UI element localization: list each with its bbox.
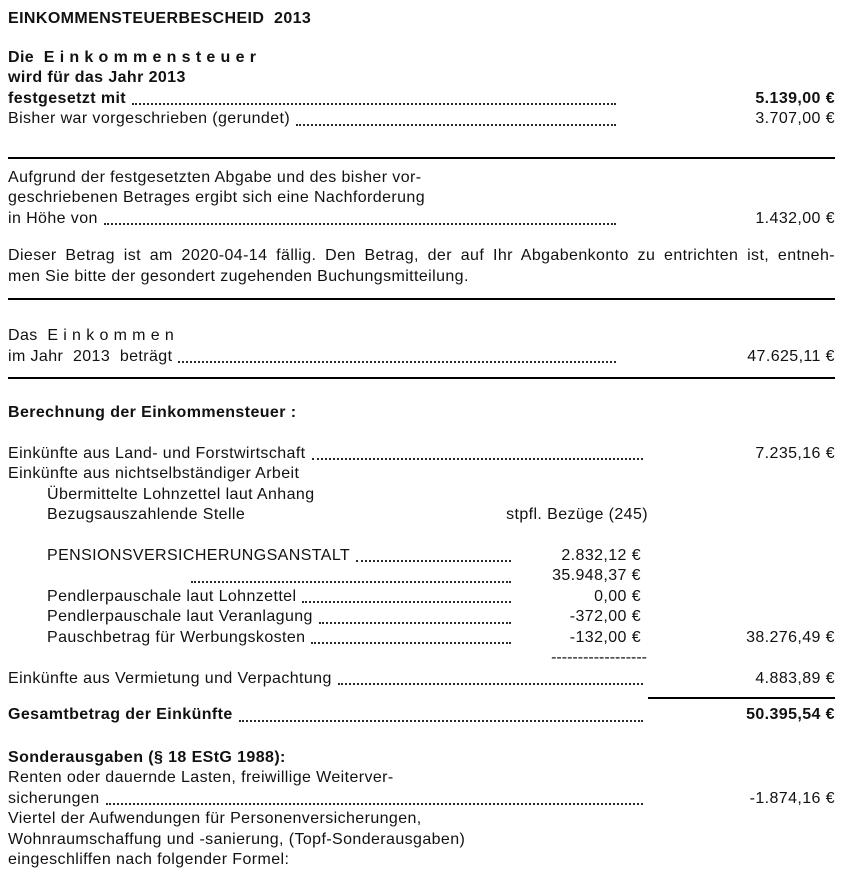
nachforderung-amount-row <box>8 209 835 230</box>
pendler-veranlagung-amount: -372,00 € <box>569 608 641 625</box>
pva-label: PENSIONSVERSICHERUNGSANSTALT <box>47 546 351 564</box>
income-year-label: im Jahr 2013 beträgt <box>8 347 173 365</box>
gesamtbetrag-row <box>8 705 835 726</box>
berechnung-heading: Berechnung der Einkommensteuer : <box>8 404 297 421</box>
dot-leader <box>239 720 643 722</box>
due-date-line2: men Sie bitte der gesondert zugehenden Buchungsmitteilung. <box>8 267 469 285</box>
pva-row <box>47 546 835 567</box>
pendler-lohnzettel-amount: 0,00 € <box>594 587 641 605</box>
pauschbetrag-row <box>47 628 835 649</box>
dot-leader <box>338 683 643 685</box>
festsetzung-line2: wird für das Jahr 2013 <box>8 69 186 86</box>
dot-leader <box>191 581 511 583</box>
viertel-line: Viertel der Aufwendungen für Personenversicherungen, <box>8 810 422 827</box>
renten-line: Renten oder dauernde Lasten, freiwillige Weiterver- <box>8 769 394 786</box>
document-title: EINKOMMENSTEUERBESCHEID 2013 <box>8 10 312 27</box>
pauschbetrag-amount: -132,00 € <box>569 628 641 646</box>
nachforderung-section <box>8 168 835 288</box>
wohnraum-line: Wohnraumschaffung und -sanierung, (Topf-Sonderausgaben) <box>8 830 466 848</box>
dot-leader <box>319 622 511 624</box>
income-year-amount: 47.625,11 € <box>747 347 835 365</box>
sicherungen-row <box>8 789 835 810</box>
sonderausgaben-section <box>8 748 835 871</box>
vermietung-label: Einkünfte aus Vermietung und Verpachtung <box>8 669 332 687</box>
bezugsstelle-row <box>47 505 835 526</box>
gesamtbetrag-amount: 50.395,54 € <box>746 706 835 723</box>
separator-rule <box>8 377 835 379</box>
dot-leader <box>356 560 511 562</box>
stpfl-bezuege-column-header: stpfl. Bezüge (245) <box>506 506 648 523</box>
separator-rule <box>8 298 835 300</box>
due-date-paragraph <box>8 246 835 287</box>
nachforderung-line1: Aufgrund der festgesetzten Abgabe und des bisher vor- <box>8 168 422 186</box>
festsetzung-section <box>8 48 835 130</box>
vermietung-row <box>8 669 835 690</box>
nachforderung-line2: geschriebenen Betrages ergibt sich eine Nachforderung <box>8 189 426 206</box>
subtotal-dashes: ------------------ <box>551 649 647 666</box>
gesamtbetrag-label: Gesamtbetrag der Einkünfte <box>8 706 233 723</box>
dot-leader <box>104 223 616 225</box>
pauschbetrag-label: Pauschbetrag für Werbungskosten <box>47 628 306 646</box>
dot-leader <box>132 103 616 105</box>
sonderausgaben-heading: Sonderausgaben (§ 18 EStG 1988): <box>8 748 286 766</box>
previously-assessed-row <box>8 109 835 130</box>
tax-assessed-row <box>8 89 835 110</box>
dot-leader <box>302 601 511 603</box>
pva-amount2: 35.948,37 € <box>552 567 641 584</box>
nsa-line: Einkünfte aus nichtselbständiger Arbeit <box>8 465 300 482</box>
berechnung-section <box>8 403 835 726</box>
dot-leader <box>311 642 511 644</box>
sicherungen-label: sicherungen <box>8 789 100 807</box>
nsa-subtotal-amount: 38.276,49 € <box>746 628 835 646</box>
nachforderung-amount: 1.432,00 € <box>755 209 835 227</box>
festsetzung-line1: Die E i n k o m m e n s t e u e r <box>8 48 257 66</box>
pva-amount2-row <box>47 566 835 587</box>
sicherungen-amount: -1.874,16 € <box>749 789 835 807</box>
dot-leader <box>296 124 616 126</box>
land-forst-amount: 7.235,16 € <box>755 444 835 462</box>
income-year-row <box>8 347 835 368</box>
total-sum-rule <box>648 697 835 699</box>
previously-assessed-amount: 3.707,00 € <box>755 110 835 127</box>
tax-assessed-label: festgesetzt mit <box>8 89 127 107</box>
nachforderung-label: in Höhe von <box>8 209 98 227</box>
separator-rule <box>8 157 835 159</box>
dot-leader <box>106 803 643 805</box>
einkommen-line1: Das E i n k o m m e n <box>8 327 175 344</box>
einkommen-section <box>8 326 835 367</box>
pendler-lohnzettel-row <box>47 587 835 608</box>
tax-assessed-amount: 5.139,00 € <box>755 89 835 107</box>
land-forst-label: Einkünfte aus Land- und Forstwirtschaft <box>8 444 306 462</box>
pva-amount: 2.832,12 € <box>561 546 641 564</box>
lohnzettel-line: Übermittelte Lohnzettel laut Anhang <box>47 485 315 503</box>
dot-leader <box>312 458 643 460</box>
pendler-veranlagung-label: Pendlerpauschale laut Veranlagung <box>47 608 313 625</box>
previously-assessed-label: Bisher war vorgeschrieben (gerundet) <box>8 110 291 127</box>
pendler-veranlagung-row <box>47 607 835 628</box>
bezugsstelle-label: Bezugsauszahlende Stelle <box>47 506 246 523</box>
pendler-lohnzettel-label: Pendlerpauschale laut Lohnzettel <box>47 587 297 605</box>
formel-line: eingeschliffen nach folgender Formel: <box>8 851 290 868</box>
dot-leader <box>178 361 616 363</box>
due-date-line1: Dieser Betrag ist am 2020-04-14 fällig. Den Betrag, der auf Ihr Abgabenkonto zu entrichten ist, entneh- <box>8 247 835 264</box>
vermietung-amount: 4.883,89 € <box>755 669 835 687</box>
land-forst-row <box>8 444 835 465</box>
subtotal-dashes-row <box>8 648 835 669</box>
